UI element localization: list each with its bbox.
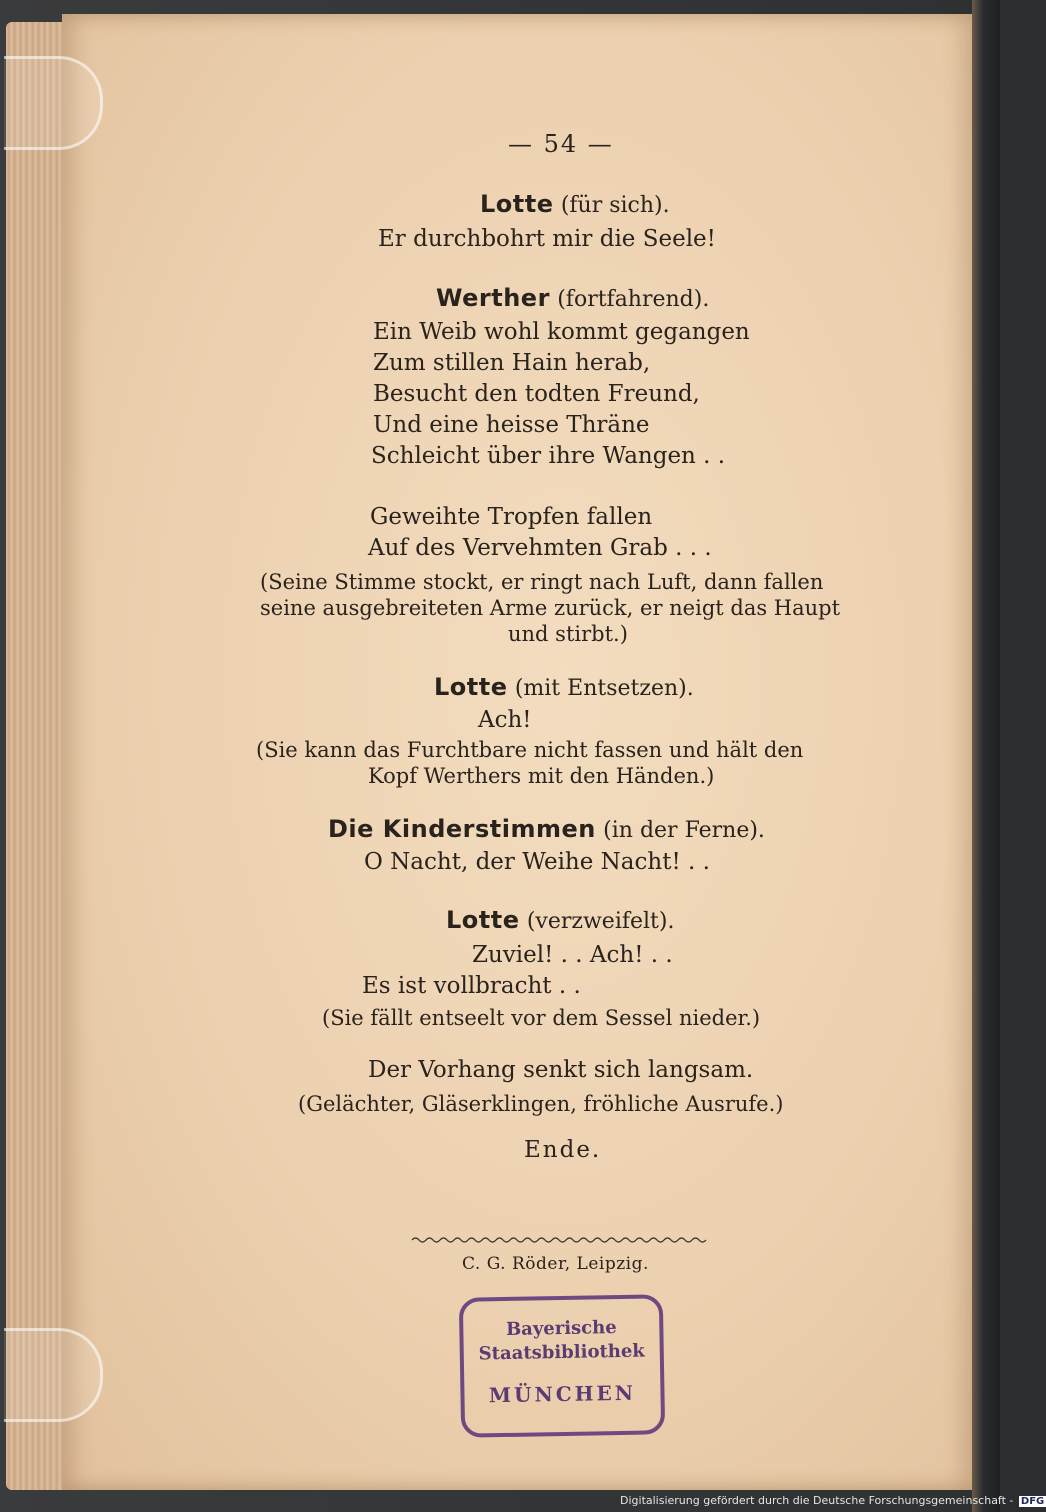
stage-direction-line: (Gelächter, Gläserklingen, fröhliche Ausrufe.) [298, 1092, 784, 1116]
verse-line: Ach! [478, 707, 532, 733]
stage-direction: (verzweifelt). [526, 909, 675, 934]
speaker-heading [328, 815, 765, 845]
digitization-footer [620, 1494, 1045, 1512]
stage-direction: (in der Ferne). [603, 818, 765, 843]
dfg-logo: DFG [1020, 1496, 1045, 1507]
speaker-name: Lotte [446, 906, 520, 934]
stamp-line: MÜNCHEN [488, 1380, 637, 1408]
library-stamp [459, 1294, 665, 1438]
stamp-line: Bayerische [505, 1317, 617, 1340]
page-number: — 54 — [508, 130, 614, 158]
verse-line: Auf des Vervehmten Grab . . . [368, 535, 712, 561]
stamp-line: Staatsbibliothek [478, 1340, 645, 1365]
verse-line: Schleicht über ihre Wangen . . [371, 443, 726, 469]
speaker-heading [480, 190, 670, 220]
stage-direction-line: Kopf Werthers mit den Händen.) [368, 764, 715, 788]
stage-direction-line: (Sie fällt entseelt vor dem Sessel nieder.) [322, 1006, 761, 1030]
stage-direction-line: (Seine Stimme stockt, er ringt nach Luft, dann fallen [260, 570, 824, 594]
verse-line: Es ist vollbracht . . [362, 973, 581, 999]
stage-direction-line: (Sie kann das Furchtbare nicht fassen und hält den [256, 738, 804, 762]
ornament-rule [412, 1236, 706, 1244]
closing-line: Der Vorhang senkt sich langsam. [368, 1057, 754, 1083]
verse-line: O Nacht, der Weihe Nacht! . . [364, 849, 710, 875]
verse-line: Geweihte Tropfen fallen [370, 504, 653, 530]
verse-line: Er durchbohrt mir die Seele! [378, 226, 716, 252]
speaker-name: Werther [436, 284, 550, 312]
speaker-heading [436, 284, 709, 314]
page-clip-top [4, 56, 103, 150]
book-spine [972, 0, 1000, 1512]
speaker-name: Lotte [480, 190, 554, 218]
stage-direction: (mit Entsetzen). [514, 676, 694, 701]
speaker-heading [434, 673, 694, 703]
verse-line: Zuviel! . . Ach! . . [472, 942, 673, 968]
printer-imprint: C. G. Röder, Leipzig. [462, 1254, 649, 1274]
stage-direction: (für sich). [560, 193, 670, 218]
stage-direction-line: seine ausgebreiteten Arme zurück, er neigt das Haupt [260, 596, 841, 620]
verse-line: Besucht den todten Freund, [373, 381, 700, 407]
speaker-heading [446, 906, 674, 936]
stage-direction: (fortfahrend). [557, 287, 710, 312]
speaker-name: Die Kinderstimmen [328, 815, 596, 843]
verse-line: Zum stillen Hain herab, [373, 350, 651, 376]
verse-line: Ein Weib wohl kommt gegangen [373, 319, 750, 345]
speaker-name: Lotte [434, 673, 508, 701]
verse-line: Und eine heisse Thräne [373, 412, 650, 438]
stage-direction-line: und stirbt.) [508, 622, 628, 646]
page-clip-bottom [4, 1328, 103, 1422]
end-marker: Ende. [524, 1137, 602, 1163]
footer-text: Digitalisierung gefördert durch die Deutsche Forschungsgemeinschaft - [620, 1494, 1014, 1507]
